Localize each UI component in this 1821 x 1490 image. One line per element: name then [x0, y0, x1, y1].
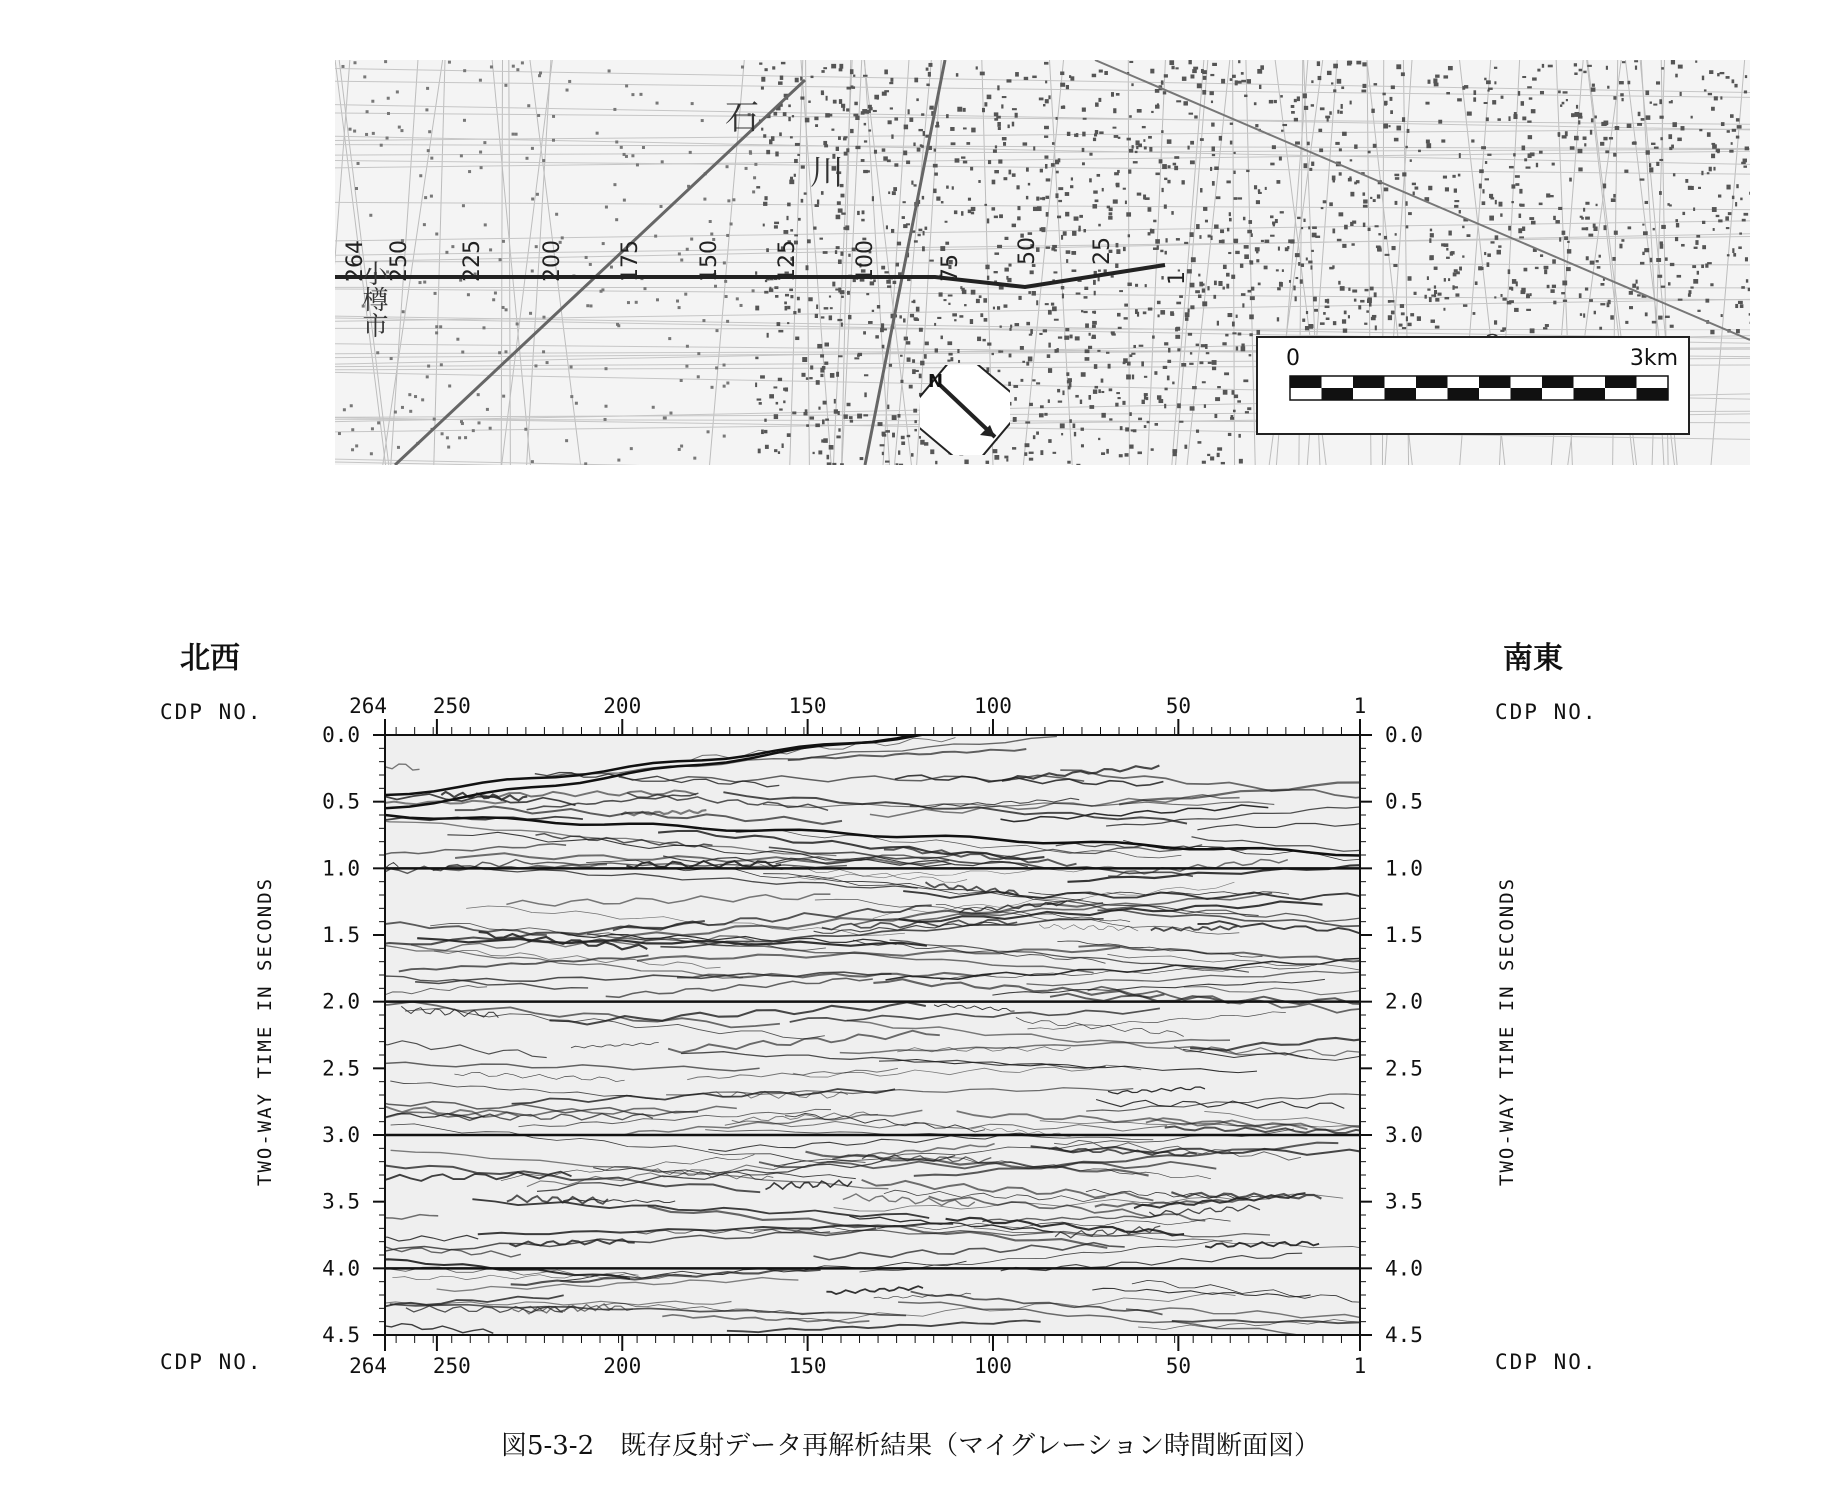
y-axis-label-left: TWO-WAY TIME IN SECONDS: [254, 876, 276, 1186]
scale-end-label: 3km: [1629, 346, 1678, 371]
time-tick-label-right: 2.0: [1385, 989, 1423, 1014]
time-tick-label-right: 0.5: [1385, 789, 1423, 814]
time-tick-label-left: 0.0: [322, 723, 360, 747]
map-cdp-100: 100: [853, 240, 878, 282]
reflection-texture: [236, 673, 1714, 1335]
cdp-label-bottom-right: CDP NO.: [1495, 1350, 1598, 1374]
time-tick-label-left: 0.5: [322, 789, 360, 814]
map-cdp-250: 250: [387, 240, 412, 282]
time-tick-label-right: 4.5: [1385, 1323, 1423, 1347]
cdp-tick-label-top: 264: [349, 694, 387, 718]
cdp-tick-label-top: 250: [432, 694, 471, 718]
time-tick-label-left: 1.5: [322, 923, 360, 947]
cdp-tick-label-bottom: 100: [974, 1354, 1012, 1378]
north-label: N: [928, 371, 944, 392]
cdp-tick-label-top: 200: [603, 694, 642, 718]
map-label-kawa: 川: [810, 153, 844, 193]
time-tick-label-left: 2.0: [322, 989, 360, 1014]
map-cdp-50: 50: [1015, 237, 1040, 265]
cdp-tick-label-bottom: 150: [788, 1354, 827, 1378]
cdp-tick-label-bottom: 50: [1165, 1354, 1191, 1378]
cdp-tick-label-top: 150: [788, 694, 827, 718]
time-tick-label-right: 3.5: [1385, 1189, 1423, 1214]
time-tick-label-right: 0.0: [1385, 723, 1423, 747]
time-tick-label-right: 3.0: [1385, 1123, 1423, 1147]
map-cdp-264: 264: [343, 240, 368, 282]
cdp-tick-label-bottom: 1: [1353, 1354, 1367, 1378]
cdp-tick-label-top: 100: [974, 694, 1012, 718]
cdp-label-top-right: CDP NO.: [1495, 700, 1598, 724]
cdp-tick-label-bottom: 250: [432, 1354, 471, 1378]
map-cdp-25: 25: [1090, 237, 1115, 265]
scale-start-label: 0: [1286, 346, 1300, 371]
time-tick-label-left: 1.0: [322, 856, 360, 881]
time-tick-label-right: 1.0: [1385, 856, 1423, 881]
reflector-trace: [256, 762, 370, 769]
time-tick-label-right: 1.5: [1385, 923, 1423, 947]
map-label-ishi: 石: [725, 98, 759, 138]
map-cdp-125: 125: [775, 240, 800, 282]
y-axis-label-right: TWO-WAY TIME IN SECONDS: [1496, 876, 1518, 1186]
time-tick-label-right: 4.0: [1385, 1256, 1423, 1281]
cdp-tick-label-bottom: 264: [349, 1354, 387, 1378]
cdp-label-bottom-left: CDP NO.: [160, 1350, 263, 1374]
figure-caption: 図5-3-2 既存反射データ再解析結果（マイグレーション時間断面図）: [500, 1431, 1321, 1461]
map-cdp-175: 175: [618, 240, 643, 282]
time-tick-label-left: 2.5: [322, 1056, 360, 1081]
time-tick-label-left: 3.5: [322, 1189, 360, 1214]
map-cdp-225: 225: [460, 240, 485, 282]
cdp-label-top-left: CDP NO.: [160, 700, 263, 724]
map-city-label: 小樽市: [358, 260, 388, 338]
time-tick-label-left: 4.5: [322, 1323, 360, 1347]
map-cdp-75: 75: [938, 254, 963, 282]
cdp-tick-label-bottom: 200: [603, 1354, 642, 1378]
time-tick-label-right: 2.5: [1385, 1056, 1423, 1081]
map-cdp-200: 200: [540, 240, 565, 282]
cdp-tick-label-top: 50: [1165, 694, 1191, 718]
cdp-tick-label-top: 1: [1353, 694, 1367, 718]
direction-northwest: 北西: [180, 641, 240, 676]
time-tick-label-left: 3.0: [322, 1123, 360, 1147]
time-tick-label-left: 4.0: [322, 1256, 360, 1281]
direction-southeast: 南東: [1503, 641, 1563, 676]
map-cdp-150: 150: [697, 240, 722, 282]
map-cdp-1: 1: [1165, 271, 1190, 285]
